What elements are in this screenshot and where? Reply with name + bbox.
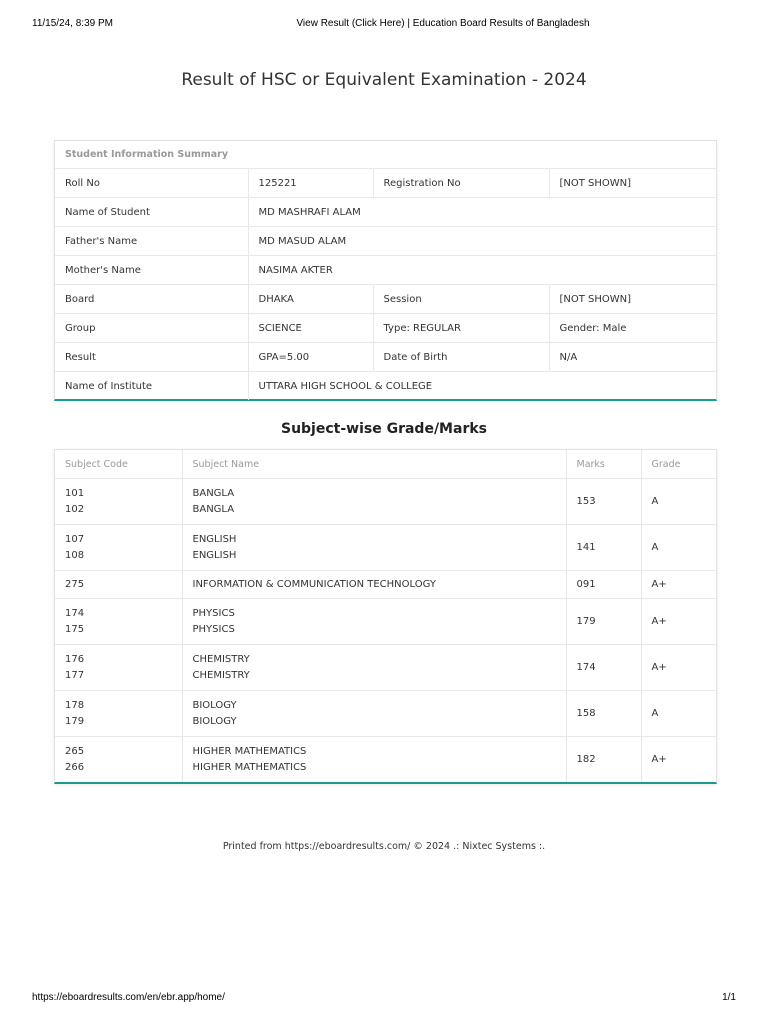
subject-row [55,691,716,737]
subject-code-line: 178 [65,699,85,711]
subject-row [55,737,716,783]
subject-code [55,599,182,645]
subject-name [182,525,566,571]
subject-code [55,479,182,525]
grade-header: Grade [641,450,716,479]
session-value: [NOT SHOWN] [549,285,716,314]
print-header [0,18,768,34]
gender-value: Gender: Male [549,314,716,343]
type-value: Type: REGULAR [373,314,549,343]
subject-name-header: Subject Name [182,450,566,479]
subject-name [182,737,566,783]
dob-value: N/A [549,343,716,372]
subject-marks: 182 [566,737,641,783]
name-label: Name of Student [55,198,248,227]
subject-name-line: HIGHER MATHEMATICS [192,745,307,757]
print-url: https://eboardresults.com/en/ebr.app/home/ [32,992,225,1003]
info-row-mother [55,256,716,285]
subject-marks: 174 [566,645,641,691]
info-row-result [55,343,716,372]
dob-label: Date of Birth [373,343,549,372]
subject-name-line: CHEMISTRY [192,653,250,665]
print-footer [0,992,768,1008]
print-datetime: 11/15/24, 8:39 PM [32,18,113,29]
result-value: GPA=5.00 [248,343,373,372]
info-row-name [55,198,716,227]
subject-code-line: 174 [65,607,85,619]
subject-code-line: 177 [65,669,85,681]
subject-name-line: ENGLISH [192,533,237,545]
subject-grade: A+ [641,737,716,783]
student-info-heading: Student Information Summary [65,149,229,160]
subject-marks: 141 [566,525,641,571]
registration-value: [NOT SHOWN] [549,169,716,198]
subject-name-line: INFORMATION & COMMUNICATION TECHNOLOGY [192,578,436,590]
subject-name-line: BANGLA [192,487,235,499]
subject-name-line: ENGLISH [192,549,237,561]
printed-from-footer: Printed from https://eboardresults.com/ © 2024 .: Nixtec Systems :. [222,841,546,852]
info-row-group [55,314,716,343]
board-label: Board [55,285,248,314]
subject-name [182,571,566,599]
registration-label: Registration No [373,169,549,198]
subject-code [55,645,182,691]
subject-header-row [55,450,716,479]
subject-marks: 158 [566,691,641,737]
subject-code-line: 275 [65,578,85,590]
board-value: DHAKA [248,285,373,314]
group-value: SCIENCE [248,314,373,343]
subject-marks: 153 [566,479,641,525]
subject-code-line: 176 [65,653,85,665]
subject-row [55,525,716,571]
subject-grade: A+ [641,599,716,645]
subject-name-line: HIGHER MATHEMATICS [192,761,307,773]
subject-grade: A [641,479,716,525]
subject-code-line: 179 [65,715,85,727]
student-info-heading-row [55,141,716,169]
mother-value: NASIMA AKTER [248,256,716,285]
subject-row [55,479,716,525]
subject-name [182,479,566,525]
info-row-father [55,227,716,256]
name-value: MD MASHRAFI ALAM [248,198,716,227]
subject-row [55,599,716,645]
subject-grades-table [55,450,716,782]
roll-value: 125221 [248,169,373,198]
subject-name [182,645,566,691]
subject-name-line: BIOLOGY [192,699,237,711]
subject-grade: A [641,525,716,571]
marks-header: Marks [566,450,641,479]
subject-code-line: 102 [65,503,85,515]
info-row-roll [55,169,716,198]
father-label: Father's Name [55,227,248,256]
subject-grade: A+ [641,645,716,691]
institute-label: Name of Institute [55,372,248,401]
subject-name [182,691,566,737]
subject-marks: 091 [566,571,641,599]
subject-section-title: Subject-wise Grade/Marks [280,421,487,437]
subject-code-line: 107 [65,533,85,545]
student-info-card [54,140,717,401]
institute-value: UTTARA HIGH SCHOOL & COLLEGE [248,372,716,401]
subject-code [55,571,182,599]
subject-row [55,571,716,599]
subject-code-line: 108 [65,549,85,561]
print-page-number: 1/1 [722,992,736,1003]
student-info-table [55,141,716,400]
subject-marks: 179 [566,599,641,645]
subject-code [55,737,182,783]
info-row-board [55,285,716,314]
group-label: Group [55,314,248,343]
subject-code [55,525,182,571]
roll-label: Roll No [55,169,248,198]
subject-name-line: PHYSICS [192,623,235,635]
subject-code-line: 175 [65,623,85,635]
page-title: Result of HSC or Equivalent Examination - 2024 [181,70,587,90]
result-label: Result [55,343,248,372]
mother-label: Mother's Name [55,256,248,285]
subject-name-line: CHEMISTRY [192,669,250,681]
subject-name-line: BANGLA [192,503,235,515]
father-value: MD MASUD ALAM [248,227,716,256]
session-label: Session [373,285,549,314]
subject-code-line: 101 [65,487,85,499]
subject-code [55,691,182,737]
subject-code-line: 265 [65,745,85,757]
subject-grade: A [641,691,716,737]
subject-row [55,645,716,691]
subject-grades-card [54,449,717,784]
print-page-title: View Result (Click Here) | Education Board Results of Bangladesh [296,18,590,29]
subject-code-line: 266 [65,761,85,773]
subject-name-line: PHYSICS [192,607,235,619]
subject-name [182,599,566,645]
subject-name-line: BIOLOGY [192,715,237,727]
info-row-institute [55,372,716,401]
subject-rows [55,479,716,783]
subject-grade: A+ [641,571,716,599]
subject-code-header: Subject Code [65,458,128,470]
